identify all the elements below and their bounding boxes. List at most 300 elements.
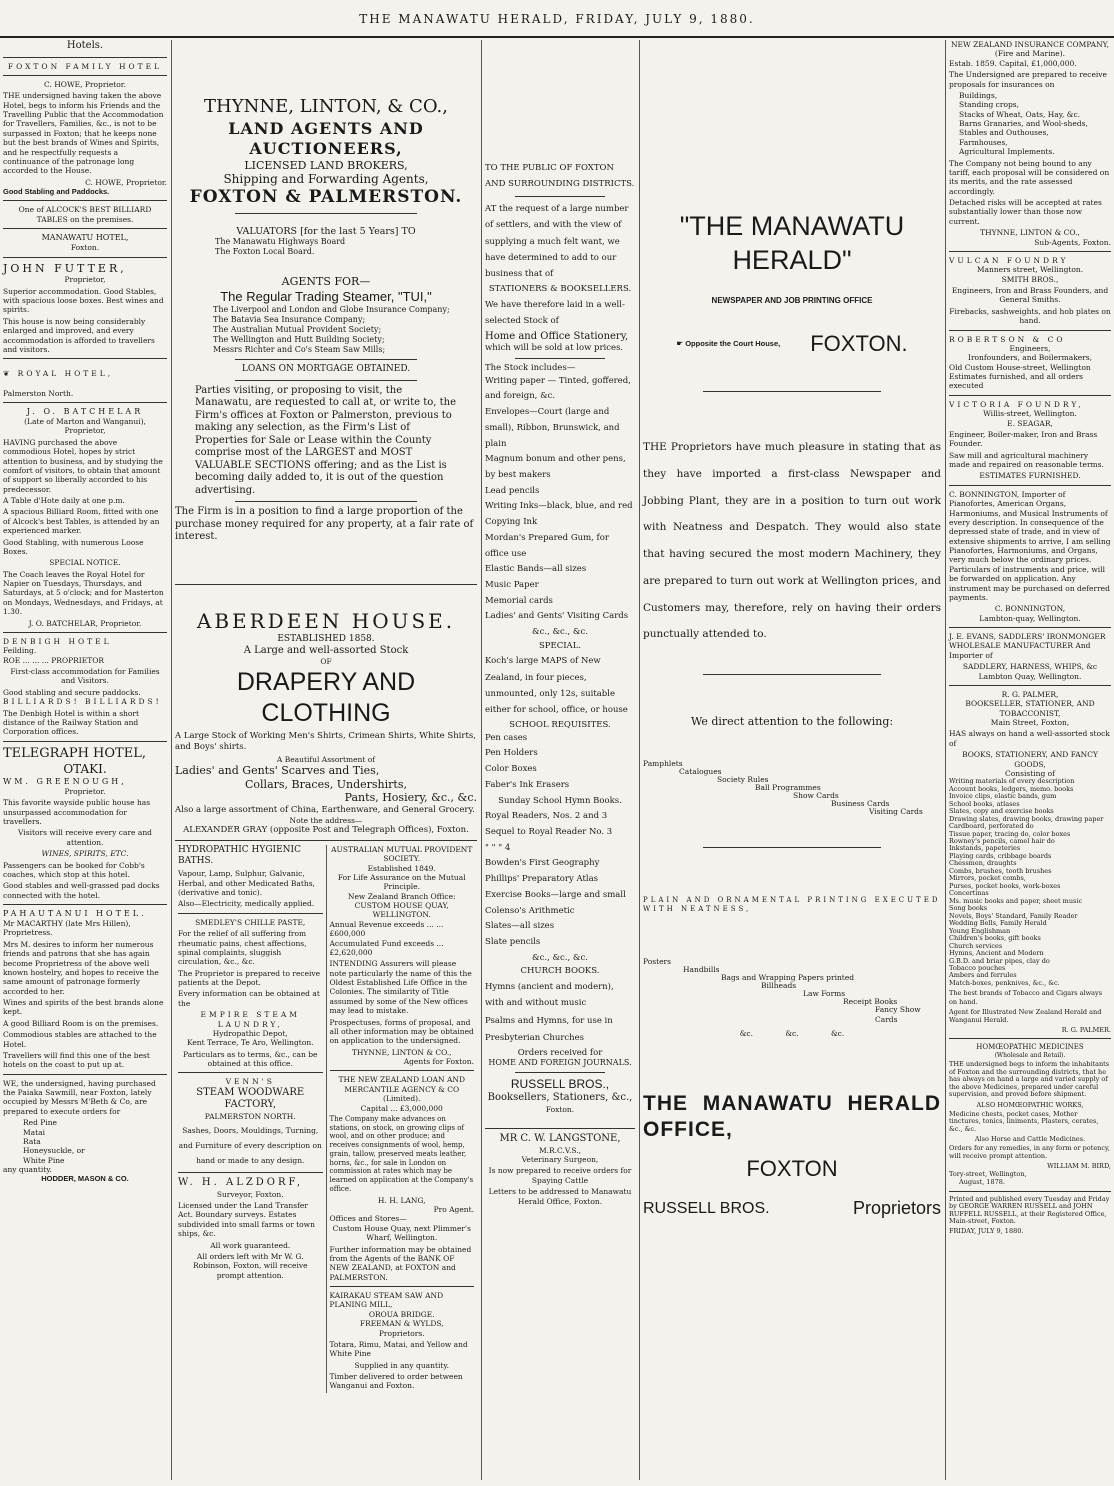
direct-attention: We direct attention to the following: — [690, 715, 894, 729]
request-notice: AT the request of a large number of settlers, and with the view of supplying a much felt want, we have determined to add to our business that of — [485, 204, 629, 279]
alexander-gray: ALEXANDER GRAY (opposite Post and Telegraph Offices), Foxton. — [183, 825, 469, 836]
stables-paddocks: Good stables and well-grassed pad docks connected with the hotel. — [3, 881, 160, 900]
empire-laundry: EMPIRE STEAM LAUNDRY, — [200, 1010, 300, 1029]
low-prices: which will be sold at low prices. — [485, 343, 624, 354]
list-item: Mirrors, pocket combs, — [949, 874, 1026, 883]
column-2-subcolumns — [175, 845, 477, 1393]
books-stationery: BOOKS, STATIONERY, AND FANCY GOODS, — [962, 750, 1098, 769]
steam-woodware: STEAM WOODWARE FACTORY, — [196, 1086, 305, 1111]
oroua-bridge: OROUA BRIDGE. — [368, 1309, 435, 1319]
list-item: Receipt Books — [843, 997, 898, 1007]
thynne-subagents: THYNNE, LINTON & CO., — [980, 228, 1080, 238]
coach-notice: The Coach leaves the Royal Hotel for Napier on Tuesdays, Thursdays, and Saturdays, at 5 o'clock; and for Masterton on Mondays, Wednesdays, and Fridays, at 1.30. — [3, 569, 164, 617]
list-item: Royal Readers, Nos. 2 and 3 — [485, 811, 608, 822]
list-item: Ms. music books and paper, sheet music — [949, 896, 1083, 905]
batchelar-body: HAVING purchased the above commodious Hotel, hopes by strict attention to business, and by studying the comfort of visitors, to obtain that amount of support so liberally accorded to his predecessor. — [3, 437, 163, 494]
futter-proprietor: Proprietor, — [64, 275, 106, 285]
alzdorf-body: Licensed under the Land Transfer Act. Boundary surveys. Estates subdivided into small farms or town ships, &c. — [178, 1201, 315, 1239]
list-item: Bowden's First Geography — [485, 858, 600, 869]
alzdorf-orders: All orders left with Mr W. G. Robinson, Foxton, will receive prompt attention. — [192, 1251, 308, 1280]
macarthy-body: Mrs M. desires to inform her numerous friends and patrons that she has again become Proprietress of the above well known hostelry, and hopes to receive the same amount of patronage formerly accorded to her. — [3, 939, 159, 996]
list-item: Handbills — [683, 965, 720, 975]
pants-hosiery: Pants, Hosiery, &c., &c. — [344, 791, 477, 805]
table-dhote: A Table d'Hote daily at one p.m. — [3, 496, 125, 505]
print-list-2 — [643, 957, 941, 1024]
thynne-sign: THYNNE, LINTON & CO., — [351, 1047, 452, 1057]
list-item: Writing materials of every description — [949, 777, 1075, 786]
list-item: Concertinas — [949, 889, 989, 898]
list-item: Lead pencils — [485, 485, 540, 496]
lambton-quay-2: Lambton Quay, Wellington. — [978, 671, 1082, 681]
licensed-brokers: LICENSED LAND BROKERS, — [244, 158, 408, 172]
list-item: " " " 4 — [485, 842, 511, 853]
batchelar-proprietor: Proprietor, — [64, 426, 106, 436]
list-item: Writing Inks—black, blue, and red — [485, 501, 633, 512]
school-list — [485, 731, 635, 967]
list-item: Catalogues — [679, 766, 722, 776]
denbigh-station: The Denbigh Hotel is within a short distance of the Railway Station and Corporation offices. — [3, 708, 139, 737]
russell-foxton: Foxton. — [545, 1104, 575, 1114]
list-item: Farmhouses, — [959, 137, 1008, 147]
good-stabling: Good Stabling, with numerous Loose Boxes. — [3, 537, 144, 556]
macarthy-billiard: A good Billiard Room is on the premises. — [3, 1018, 159, 1028]
custom-house-quay: CUSTOM HOUSE QUAY, WELLINGTON. — [354, 901, 449, 920]
herald-office-town: FOXTON — [746, 1156, 838, 1182]
laid-in: We have therefore laid in a well-selected Stock of — [485, 299, 625, 326]
aberdeen-stock: A Large and well-assorted Stock — [243, 644, 409, 656]
list-item: Rowney's pencils, camel hair do — [949, 837, 1055, 845]
greenough-proprietor: Proprietor. — [64, 786, 106, 796]
macarthy-stables: Commodious stables are attached to the Hotel. — [3, 1030, 157, 1049]
list-item: Novels, Boys' Standard, Family Reader — [949, 911, 1078, 920]
list-item: Invoice clips, elastic bands, gum — [949, 792, 1057, 801]
homoeopathic-works: ALSO HOMŒOPATHIC WORKS, — [976, 1100, 1084, 1109]
palmer-trade: BOOKSELLER, STATIONER, AND TOBACCONIST, — [965, 699, 1095, 718]
orders-remedies: Orders for any remedies, in any form or potency, will receive prompt attention. — [949, 1144, 1110, 1160]
imprint: Printed and published every Tuesday and Friday by GEORGE WARREN RUSSELL and JOHN RUFFELL RUSSELL, at their Registered Office, Main-street, Foxton. — [949, 1194, 1110, 1225]
tui-steamer: The Regular Trading Steamer, "TUI," — [220, 289, 432, 305]
list-item: Combs, brushes, tooth brushes — [949, 866, 1052, 875]
has-always: HAS always on hand a well-assorted stock of — [949, 729, 1110, 748]
nz-insurance: NEW ZEALAND INSURANCE COMPANY, — [950, 40, 1110, 49]
smith-engineers: Engineers, Iron and Brass Founders, and General Smiths. — [951, 286, 1109, 305]
tobacco-brands: The best brands of Tobacco and Cigars always on hand. — [949, 989, 1103, 1006]
list-item: Stables and Outhouses, — [959, 128, 1049, 138]
robertson-engineers: Engineers, — [1009, 343, 1051, 353]
supplied-quantity: Supplied in any quantity. — [354, 1360, 449, 1370]
royal-hotel-town: Palmerston North. — [3, 388, 74, 398]
futter-body: Superior accommodation. Good Stables, with spacious loose boxes. Best wines and spirits. — [3, 286, 164, 315]
home-office-stationery: Home and Office Stationery, — [485, 330, 629, 342]
timber-list — [3, 1118, 167, 1165]
list-item: Phillips' Preparatory Atlas — [485, 874, 599, 885]
otaki-heading: OTAKI. — [63, 761, 107, 776]
nz-branch: New Zealand Branch Office: — [347, 891, 456, 901]
victoria-foundry: VICTORIA FOUNDRY, — [949, 399, 1084, 409]
list-item: White Pine — [23, 1155, 65, 1165]
insurance-list — [949, 91, 1111, 157]
list-item: Pen cases — [485, 732, 528, 743]
palmer-list — [949, 778, 1111, 987]
annual-revenue: Annual Revenue exceeds ... ... £600,000 — [329, 919, 444, 939]
home-foreign-journals: HOME AND FOREIGN JOURNALS. — [488, 1058, 632, 1068]
bonnington-sign: C. BONNINGTON, — [994, 604, 1066, 614]
nz-loan-body: The Company make advances on stations, on stock, on growing clips of wool, and on other produce; and receives consignments of wool, hemp, grain, tallow, preserved meats leather, horns, &c., for sale in London on commission at rates which may be learned on application at the Company's office. — [329, 1114, 474, 1193]
aberdeen-house: ABERDEEN HOUSE. — [196, 608, 456, 633]
list-item: Envelopes—Court (large and small), Ribbon, Brunswick, and plain — [485, 407, 620, 449]
list-item: Chessmen, draughts — [949, 859, 1017, 868]
alzdorf-guaranteed: All work guaranteed. — [210, 1240, 291, 1250]
palmer-sign: R. G. PALMER. — [1061, 1025, 1111, 1034]
futter-body-2: This house is now being considerably enlarged and improved, and every accommodation is afforded to travellers and visitors. — [3, 316, 155, 354]
thynne-agents: Agents for Foxton. — [403, 1057, 474, 1066]
list-item: Hymns, Ancient and Modern — [949, 949, 1044, 958]
list-item: Inkstands, papeteries — [949, 844, 1021, 853]
list-item: Fancy Show Cards — [875, 1005, 921, 1024]
list-item: Tissue paper, tracing do, color boxes — [949, 829, 1071, 838]
smith-bros: SMITH BROS., — [1001, 274, 1059, 284]
land-agents-heading: LAND AGENTS AND AUCTIONEERS, — [228, 118, 424, 158]
estab-capital: Estab. 1859. Capital, £1,000,000. — [949, 58, 1077, 68]
tory-street: Tory-street, Wellington, — [949, 1170, 1027, 1179]
column-stationery — [482, 40, 638, 1480]
billiard-room: A spacious Billiard Room, fitted with one of Alcock's best Tables, is attended by an experienced marker. — [3, 507, 160, 536]
subcolumn-left — [175, 845, 326, 1393]
list-item: Music Paper — [485, 579, 539, 590]
special-notice: SPECIAL NOTICE. — [49, 558, 121, 568]
sawmill-machinery: Saw mill and agricultural machinery made and repaired on reasonable terms. — [949, 450, 1104, 469]
list-item: Tobacco pouches — [949, 963, 1006, 972]
seagar-name: E. SEAGAR, — [1007, 418, 1053, 428]
list-item: Account books, ledgers, memo. books — [949, 784, 1074, 793]
list-item: Slate pencils — [485, 937, 541, 948]
any-quantity: any quantity. — [3, 1165, 52, 1174]
aberdeen-established: ESTABLISHED 1858. — [277, 633, 375, 644]
list-item: Ladies' and Gents' Visiting Cards — [485, 611, 629, 622]
church-books: CHURCH BOOKS. — [520, 966, 600, 977]
hydropathic-baths: HYDROPATHIC HYGIENIC BATHS. — [178, 844, 301, 866]
crest-icon: ❦ — [3, 369, 18, 379]
wines-spirits: WINES, SPIRITS, ETC. — [41, 849, 129, 859]
herald-office-title: THE MANAWATU HERALD OFFICE, — [643, 1091, 941, 1141]
proprietors-label: Proprietors — [852, 1197, 941, 1218]
lang-name: H. H. LANG, — [377, 1195, 426, 1205]
list-item: Mordan's Prepared Gum, for office use — [485, 532, 609, 559]
batchelar-late: (Late of Marton and Wanganui), — [24, 417, 146, 426]
kairakau-mill: KAIRAKAU STEAM SAW AND PLANING MILL, — [329, 1291, 444, 1310]
macarthy-travellers: Travellers will find this one of the best hotels on the coast to put up at. — [3, 1050, 150, 1070]
stationers-booksellers: STATIONERS & BOOKSELLERS. — [488, 283, 632, 294]
list-item: Business Cards — [831, 798, 890, 808]
denbigh-accommodation: First-class accommodation for Families and Visitors. — [10, 667, 160, 686]
sashes-doors: Sashes, Doors, Mouldings, Turning, and Furniture of every description on hand or made to any design. — [178, 1126, 322, 1166]
ironfounders: Ironfounders, and Boilermakers, — [967, 353, 1092, 363]
foxton-family-hotel: FOXTON FAMILY HOTEL — [7, 61, 163, 71]
amp-principle: For Life Assurance on the Mutual Principle. — [337, 872, 466, 892]
cobb-coaches: Passengers can be booked for Cobb's coaches, which stop at this hotel. — [3, 860, 145, 879]
list-item: The Foxton Local Board. — [215, 247, 315, 257]
main-street: Main Street, Foxton, — [990, 718, 1070, 727]
homoeopathic-heading: HOMŒOPATHIC MEDICINES — [976, 1043, 1084, 1051]
sawmill-notice: WE, the undersigned, having purchased the Paiaka Sawmill, near Foxton, lately occupied by Messrs M'Beth & Co, are prepared to execute orders for — [3, 1078, 156, 1116]
working-shirts: A Large Stock of Working Men's Shirts, Crimean Shirts, White Shirts, and Boys' shirts. — [175, 731, 476, 752]
list-item: Ball Programmes — [755, 782, 821, 792]
foxton-palmerston: FOXTON & PALMERSTON. — [189, 187, 463, 208]
russell-bros: RUSSELL BROS., — [510, 1077, 610, 1092]
roe-proprietor: ROE ... ... ... PROPRIETOR — [3, 655, 105, 665]
note-address: Note the address— — [289, 815, 363, 825]
loans-mortgage: LOANS ON MORTGAGE OBTAINED. — [241, 364, 411, 375]
stock-includes: The Stock includes— — [485, 363, 576, 374]
spaying-cattle: Is now prepared to receive orders for Spaying Cattle — [488, 1166, 632, 1185]
palmer-name: R. G. PALMER, — [1001, 689, 1059, 699]
thynne-heading: THYNNE, LINTON, & CO., — [204, 96, 448, 117]
russell-bros-name: RUSSELL BROS. — [643, 1200, 770, 1218]
freeman-wylds: FREEMAN & WYLDS, — [359, 1319, 444, 1329]
beautiful-assortment: A Beautiful Assortment of — [276, 754, 376, 764]
plain-ornamental: PLAIN AND ORNAMENTAL PRINTING EXECUTED WITH NEATNESS, — [643, 895, 941, 913]
list-item: Magnum bonum and other pens, by best makers — [485, 454, 626, 480]
greenough-name: WM. GREENOUGH, — [3, 776, 127, 786]
howe-sign: C. HOWE, Proprietor. — [85, 177, 167, 187]
consisting-of: Consisting of — [1005, 768, 1055, 778]
firm-notice: The Firm is in a position to find a large proportion of the purchase money required for any property, at a fair rate of interest. — [175, 506, 474, 543]
list-item: Elastic Bands—all sizes — [485, 564, 587, 575]
list-item: Pamphlets — [643, 758, 683, 768]
list-item: Messrs Richter and Co's Steam Saw Mills; — [213, 345, 386, 355]
veterinary-surgeon: Veterinary Surgeon, — [521, 1155, 599, 1165]
list-item: Colenso's Arithmetic — [485, 905, 575, 916]
valuator-list — [175, 237, 477, 257]
amp-established: Established 1849. — [367, 863, 436, 873]
stock-list — [485, 374, 635, 641]
smedley-info: Every information can be obtained at the — [178, 989, 320, 1008]
list-item: Memorial cards — [485, 595, 553, 606]
estimates-heading: ESTIMATES FURNISHED. — [979, 471, 1081, 481]
proprietors-statement: THE Proprietors have much pleasure in stating that as they have imported a first-class Newspaper and Jobbing Plant, they are in a position to turn out work with Neatness and Despatch. They would also state that having secured the most modern Machinery, they are prepared to turn out work at Wellington prices, and Customers may, therefore, rely on having their orders punctually attended to. — [643, 441, 941, 641]
alzdorf-surveyor: Surveyor, Foxton. — [216, 1189, 284, 1199]
visitors-note: Visitors will receive every care and attention. — [18, 828, 152, 847]
koch-maps: Koch's large MAPS of New Zealand, in four pieces, unmounted, only 12s, suitable either for school, office, or house — [485, 656, 628, 715]
august-date: August, 1878. — [959, 1178, 1005, 1187]
list-item: Faber's Ink Erasers — [485, 779, 570, 790]
agents-for: AGENTS FOR— — [281, 275, 371, 289]
list-item: Buildings, — [959, 90, 998, 100]
evans-heading: J. E. EVANS, SADDLERS' IRONMONGER WHOLESALE MANUFACTURER And Importer of — [949, 632, 1106, 660]
masthead: THE MANAWATU HERALD, FRIDAY, JULY 9, 1880. — [359, 12, 755, 26]
hotels-heading: Hotels. — [66, 40, 104, 51]
column-insurance — [946, 40, 1114, 1480]
printing-office: NEWSPAPER AND JOB PRINTING OFFICE — [711, 295, 873, 305]
list-item: Show Cards — [793, 790, 839, 800]
list-item: Ambers and ferrules — [949, 971, 1017, 980]
school-requisites: SCHOOL REQUISITES. — [509, 720, 611, 731]
fire-marine: (Fire and Marine). — [994, 49, 1066, 59]
list-item: Children's books, gift books — [949, 934, 1041, 943]
list-item: Society Rules — [717, 774, 769, 784]
macarthy-proprietress: Mr MACARTHY (late Mrs Hillen), Proprietress. — [3, 919, 131, 938]
venn-heading: VENN'S — [225, 1077, 275, 1087]
list-item: Slates—all sizes — [485, 921, 555, 932]
intending-assurers: INTENDING Assurers will please note particularly the name of this the Oldest Established Life Office in the Colonies. The similarity of Title assumed by some of the New offices may lead to mistake. — [329, 959, 472, 1016]
list-item: Drawing slates, drawing books, drawing paper — [949, 814, 1104, 823]
column-agents — [172, 40, 480, 1480]
alcock-billiard: One of ALCOCK'S BEST BILLIARD TABLES on the premises. — [18, 205, 152, 224]
langstone-name: MR C. W. LANGSTONE, — [499, 1133, 621, 1145]
accumulated-fund: Accumulated Fund exceeds ... £2,620,000 — [329, 938, 444, 957]
special-heading: SPECIAL. — [538, 640, 582, 651]
herald-office-footer — [643, 1197, 941, 1220]
manawatu-hotel: MANAWATU HOTEL, — [41, 233, 129, 243]
willis-street: Willis-street, Wellington. — [983, 409, 1077, 419]
firebacks: Firebacks, sashweights, and hob plates on hand. — [949, 306, 1111, 326]
kent-terrace: Kent Terrace, Te Aro, Wellington. — [186, 1038, 314, 1048]
list-item: Standing crops, — [959, 100, 1020, 110]
list-item: Bags and Wrapping Papers printed — [721, 973, 855, 983]
list-item: The Manawatu Highways Board — [215, 237, 346, 247]
hodder-mason: HODDER, MASON & CO. — [41, 1174, 129, 1184]
list-item: The Australian Mutual Provident Society; — [213, 325, 382, 335]
billiards-heading: BILLIARDS! BILLIARDS! — [3, 697, 162, 707]
hymns: Hymns (ancient and modern), with and without music — [485, 982, 614, 1009]
list-item: Posters — [643, 957, 671, 967]
batchelar-name: J. O. BATCHELAR — [26, 407, 144, 416]
list-item: Cardboard, perforated do — [949, 822, 1034, 831]
list-item: Writing paper — Tinted, goffered, and foreign, &c. — [485, 375, 631, 402]
list-item: Red Pine — [23, 1118, 57, 1128]
booksellers-stationers: Booksellers, Stationers, &c., — [487, 1092, 633, 1104]
list-item: &c., &c., &c. — [532, 952, 588, 963]
denbigh-stabling: Good stabling and secure paddocks. — [3, 687, 141, 697]
psalms: Psalms and Hymns, for use in Presbyterian Churches — [485, 1016, 613, 1043]
pointing-hand-icon: ☛ — [676, 338, 686, 348]
lambton-quay: Lambton-quay, Wellington. — [979, 613, 1081, 623]
list-item: Stacks of Wheat, Oats, Hay, &c. — [959, 109, 1081, 119]
detached-risks: Detached risks will be accepted at rates substantially lower than those now current. — [949, 198, 1102, 226]
saddlery: SADDLERY, HARNESS, WHIPS, &c — [962, 662, 1098, 672]
howe-body: THE undersigned having taken the above Hotel, begs to inform his Friends and the Travelling Public that the Accommodation for Travellers, Families, &c., is not to be surpassed in Foxton; that he keeps none but the best brands of Wines and Spirits, and he respectfully requests a continuance of the patronage long accorded to the House. — [3, 91, 164, 176]
denbigh-hotel: DENBIGH HOTEL — [3, 636, 112, 646]
foxton-heading: FOXTON. — [810, 330, 908, 356]
list-item: Church services — [949, 941, 1003, 950]
list-item: Sequel to Royal Reader No. 3 — [485, 826, 613, 837]
timber-delivered: Timber delivered to order between Wanganui and Foxton. — [329, 1372, 463, 1391]
insurance-undersigned: The Undersigned are prepared to receive proposals for insurances on — [949, 70, 1107, 89]
china-grocery: Also a large assortment of China, Earthenware, and General Grocery. — [175, 805, 475, 816]
batchelar-sign: J. O. BATCHELAR, Proprietor. — [28, 618, 142, 628]
list-item: The Batavia Sea Insurance Company; — [213, 315, 366, 325]
list-item: Pen Holders — [485, 748, 538, 759]
column-hotels — [0, 40, 170, 1480]
letters-address: Letters to be addressed to Manawatu Herald Office, Foxton. — [488, 1187, 632, 1206]
masthead-rule — [0, 36, 1114, 38]
custom-house-wharf: Custom House Quay, next Plimmer's Wharf, Wellington. — [332, 1223, 471, 1243]
collars-braces: Collars, Braces, Undershirts, — [245, 777, 407, 791]
list-item: Copying Ink — [485, 517, 538, 528]
no-tariff: The Company not being bound to any tariff, each proposal will be considered on its merits, and the rate assessed accordingly. — [949, 158, 1110, 196]
wholesale-retail: (Wholesale and Retail). — [994, 1051, 1066, 1059]
list-item: Honeysuckle, or — [23, 1146, 85, 1156]
vulcan-foundry: VULCAN FOUNDRY — [949, 255, 1069, 265]
list-item: Matai — [23, 1127, 46, 1137]
smedley-paste: SMEDLEY'S CHILLE PASTE, — [195, 917, 306, 927]
prospectuses: Prospectuses, forms of proposal, and all other information may be obtained on application to the undersigned. — [329, 1017, 474, 1046]
pro-agent: Pro Agent. — [433, 1205, 474, 1214]
futter-name: JOHN FUTTER, — [3, 261, 127, 275]
column-herald — [640, 40, 944, 1480]
aberdeen-of: OF — [320, 657, 332, 667]
scarves-ties: Ladies' and Gents' Scarves and Ties, — [175, 763, 380, 777]
opposite-court: ☛ Opposite the Court House, — [676, 338, 781, 348]
valuators: VALUATORS [for the last 5 Years] TO — [236, 225, 416, 237]
list-item: Billheads — [761, 981, 797, 991]
list-item: Agricultural Implements. — [959, 147, 1055, 157]
to-the-public: TO THE PUBLIC OF FOXTON AND SURROUNDING DISTRICTS. — [485, 163, 635, 190]
shipping-agents: Shipping and Forwarding Agents, — [223, 172, 429, 187]
palmerston-north: PALMERSTON NORTH. — [204, 1111, 296, 1121]
hydropathic-depot: Hydropathic Depot, — [212, 1028, 288, 1038]
howe-proprietor: C. HOWE, Proprietor. — [44, 79, 126, 89]
herald-title: "THE MANAWATU HERALD" — [679, 211, 905, 275]
pahautanui-hotel: PAHAUTANUI HOTEL. — [3, 909, 147, 918]
nz-loan-capital: Capital ... £3,000,000 — [360, 1103, 443, 1113]
list-item: Purses, pocket books, work-boxes — [949, 881, 1061, 890]
bonnington-body: C. BONNINGTON, Importer of Pianofortes, American Organs, Harmoniums, and Musical Instruments of every description. In consequence of the depressed state of trade, and in view of extensive shipments to arrive, I am selling Pianofortes, Harmoniums, and Organs, very much below the ordinary prices. Particulars of instruments and price, will be forwarded on application. Any instrument may be purchased on deferred payments. — [949, 489, 1111, 602]
seagar-body: Engineer, Boiler-maker, Iron and Brass Founder. — [949, 429, 1098, 449]
office-location — [643, 330, 941, 358]
list-item: Wedding Bells, Family Herald — [949, 919, 1047, 928]
list-item: Match-boxes, penknives, &c., &c. — [949, 978, 1060, 987]
list-item: Exercise Books—large and small — [485, 889, 626, 900]
amp-society: AUSTRALIAN MUTUAL PROVIDENT SOCIETY. — [331, 844, 473, 864]
medicine-chests: Medicine chests, pocket cases, Mother tinctures, tonics, liniments, Plasters, cerates, &c., &c. — [949, 1109, 1099, 1133]
list-item: Young Englishman — [949, 926, 1011, 935]
langstone-mrcvs: M.R.C.V.S., — [538, 1145, 582, 1155]
hydropathic-electricity: Also—Electricity, medically applied. — [178, 899, 315, 909]
alzdorf-name: W. H. ALZDORF, — [178, 1177, 304, 1189]
list-item: Slates, copy and exercise books — [949, 807, 1054, 816]
greenough-body: This favorite wayside public house has unsurpassed accommodation for travellers. — [3, 798, 151, 826]
horse-cattle: Also Horse and Cattle Medicines. — [974, 1135, 1086, 1144]
telegraph-hotel: TELEGRAPH HOTEL, — [3, 745, 146, 761]
list-item: Playing cards, cribbage boards — [949, 851, 1052, 860]
terms-note: Particulars as to terms, &c., can be obtained at this office. — [183, 1049, 318, 1068]
list-item: Rata — [23, 1136, 41, 1146]
list-item: The Liverpool and London and Globe Insurance Company; — [213, 305, 450, 315]
nz-loan-agency: THE NEW ZEALAND LOAN AND MERCANTILE AGENCY & CO (Limited). — [338, 1075, 465, 1104]
denbigh-town: Feilding. — [3, 646, 37, 656]
list-item: Color Boxes — [485, 764, 537, 775]
imprint-date: FRIDAY, JULY 9, 1880. — [949, 1227, 1024, 1236]
subcolumn-right — [326, 845, 478, 1393]
list-item: G.B.D. and briar pipes, clay do — [949, 956, 1050, 965]
smedley-body: For the relief of all suffering from rheumatic pains, chest affections, spinal complaints, sluggish circulation, &c., &c. — [178, 929, 307, 967]
drapery-clothing: DRAPERY AND CLOTHING — [236, 667, 416, 727]
hydropathic-body: Vapour, Lamp, Sulphur, Galvanic, Herbal, and other Medicated Baths, (derivative and tonic). — [178, 869, 315, 897]
agency-list — [175, 305, 477, 355]
further-info: Further information may be obtained from the Agents of the BANK OF NEW ZEALAND, at FOXTON and PALMERSTON. — [329, 1244, 472, 1282]
parties-notice: Parties visiting, or proposing to visit, the Manawatu, are requested to call at, or write to, the Firm's offices at Foxton or Palmerston, previous to making any selection, as the Firm's List of Properties for Sale or Lease within the County comprise most of the LARGEST and MOST VALUABLE SECTIONS offering; and as the List is becoming daily added to, it is out of the question advertising. — [195, 384, 456, 496]
freeman-proprietors: Proprietors. — [378, 1328, 425, 1338]
bird-name: WILLIAM M. BIRD, — [1047, 1162, 1111, 1171]
list-item: Barns Granaries, and Wool-sheds, — [959, 119, 1088, 128]
manawatu-hotel-town: Foxton. — [70, 243, 100, 253]
list-item: Visiting Cards — [869, 806, 923, 816]
manners-street: Manners street, Wellington. — [976, 265, 1084, 275]
offices-stores: Offices and Stores— — [329, 1214, 407, 1224]
agent-illustrated: Agent for Illustrated New Zealand Herald and Wanganui Herald. — [949, 1007, 1102, 1024]
howe-stabling: Good Stabling and Paddocks. — [3, 187, 110, 196]
